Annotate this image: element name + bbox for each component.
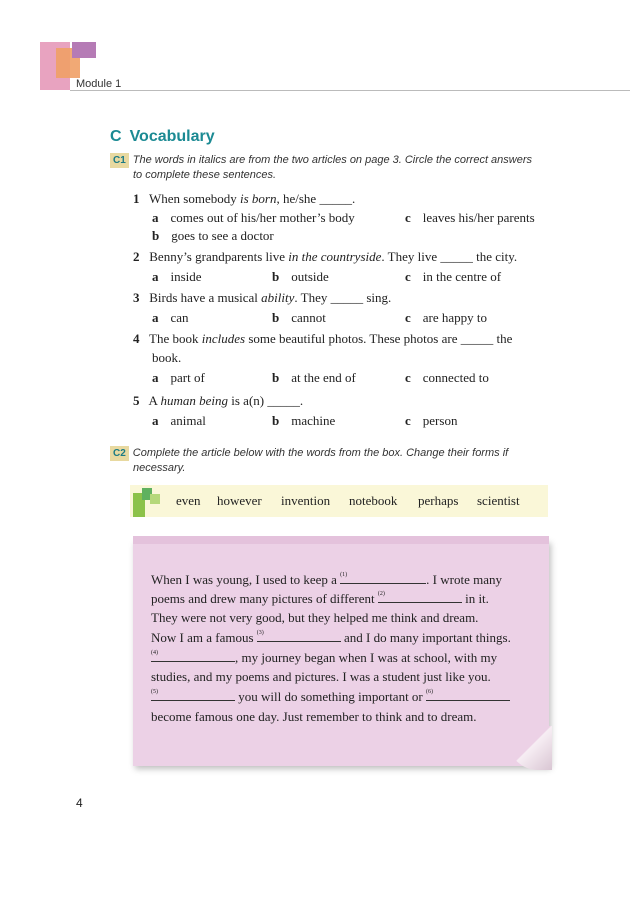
question-text: is a(n) _____. (228, 393, 304, 408)
option-1a[interactable] (152, 209, 355, 227)
article-text: you will do something important or (235, 689, 427, 704)
option-letter: a (152, 413, 159, 428)
option-text: can (170, 310, 189, 325)
article-text: , my journey began when I was at school, with my (235, 650, 498, 665)
option-letter: c (405, 210, 411, 225)
option-letter: c (405, 310, 411, 325)
option-text: leaves his/her parents (422, 210, 535, 225)
option-text: animal (170, 413, 206, 428)
question-4 (133, 331, 512, 347)
option-4b[interactable] (272, 369, 356, 387)
article-text: Now I am a famous (151, 630, 257, 645)
option-text: part of (170, 370, 205, 385)
blank-number: (4) (151, 650, 158, 656)
option-5a[interactable] (152, 412, 206, 430)
blank-1[interactable] (340, 572, 426, 584)
word-even: even (176, 493, 201, 508)
question-2 (133, 249, 517, 265)
article-text: . I wrote many (426, 572, 502, 587)
page-number: 4 (76, 796, 83, 810)
blank-number: (1) (340, 572, 348, 578)
option-5c[interactable] (405, 412, 457, 430)
module-color-block (72, 42, 96, 58)
option-4c[interactable] (405, 369, 489, 387)
blank-number: (2) (377, 591, 385, 597)
note-torn-edge (133, 536, 549, 544)
article-line (151, 648, 497, 667)
option-letter: c (405, 370, 411, 385)
option-text: are happy to (422, 310, 488, 325)
question-text: When somebody (149, 191, 240, 206)
blank-number: (6) (426, 689, 434, 695)
question-text: . They live _____ the city. (381, 249, 518, 264)
section-title-text: Vocabulary (129, 128, 215, 145)
c2-instruction-line1: Complete the article below with the words from the box. Change their forms if (132, 447, 509, 459)
option-3c[interactable] (405, 309, 487, 327)
option-text: at the end of (291, 370, 356, 385)
c1-instruction-line2: to complete these sentences. (133, 169, 277, 181)
word-notebook: notebook (349, 493, 398, 508)
option-1b[interactable] (152, 227, 274, 245)
option-3b[interactable] (272, 309, 326, 327)
option-text: outside (291, 269, 329, 284)
article-line (151, 628, 511, 647)
question-number: 3 (133, 290, 140, 305)
option-text: person (422, 413, 458, 428)
option-letter: b (272, 370, 280, 385)
option-4a[interactable] (152, 369, 205, 387)
question-text: some beautiful photos. These photos are _____ the (245, 331, 513, 346)
option-letter: b (272, 310, 280, 325)
article-line (151, 687, 510, 706)
blank-4[interactable] (151, 650, 235, 662)
article-text: in it. (461, 591, 489, 606)
question-italic-word: in the countryside (288, 249, 382, 264)
blank-6[interactable] (426, 689, 510, 701)
task-badge-c1: C1 (110, 153, 129, 168)
word-invention: invention (281, 493, 331, 508)
article-text: and I do many important things. (340, 630, 511, 645)
question-italic-word: includes (201, 331, 246, 346)
article-line: studies, and my poems and pictures. I was a student just like you. (151, 669, 491, 684)
word-scientist: scientist (477, 493, 520, 508)
option-3a[interactable] (152, 309, 189, 327)
option-text: inside (170, 269, 202, 284)
question-1 (133, 191, 355, 207)
module-label: Module 1 (76, 78, 122, 90)
c2-instruction (110, 446, 508, 461)
question-number: 5 (133, 393, 140, 408)
word-box-icon (150, 494, 160, 504)
option-1c[interactable] (405, 209, 535, 227)
option-letter: a (152, 370, 159, 385)
option-2b[interactable] (272, 268, 329, 286)
c2-instruction-line2: necessary. (133, 462, 186, 474)
article-text: poems and drew many pictures of different (151, 591, 378, 606)
question-text: Birds have a musical (149, 290, 262, 305)
blank-2[interactable] (378, 591, 462, 603)
option-text: connected to (422, 370, 489, 385)
word-perhaps: perhaps (418, 493, 459, 508)
option-text: comes out of his/her mother’s body (170, 210, 355, 225)
question-italic-word: is born (240, 191, 277, 206)
option-text: goes to see a doctor (171, 228, 274, 243)
option-letter: b (272, 269, 280, 284)
section-letter: C (110, 128, 122, 145)
option-letter: a (152, 210, 159, 225)
option-letter: b (272, 413, 280, 428)
option-letter: b (152, 228, 160, 243)
blank-3[interactable] (257, 630, 341, 642)
option-text: machine (291, 413, 336, 428)
question-text: , he/she _____. (276, 191, 356, 206)
option-letter: a (152, 310, 159, 325)
option-5b[interactable] (272, 412, 335, 430)
option-text: in the centre of (422, 269, 502, 284)
question-5 (133, 393, 303, 409)
option-text: cannot (291, 310, 326, 325)
question-4-line2: book. (152, 350, 182, 365)
header-rule (70, 90, 630, 91)
question-text: A (148, 393, 161, 408)
option-letter: c (405, 269, 411, 284)
question-italic-word: human being (160, 393, 228, 408)
article-line (151, 570, 502, 589)
question-number: 1 (133, 191, 140, 206)
question-number: 4 (133, 331, 140, 346)
question-text: . They _____ sing. (294, 290, 392, 305)
question-number: 2 (133, 249, 140, 264)
c1-instruction-line1: The words in italics are from the two articles on page 3. Circle the correct answers (132, 154, 533, 166)
option-letter: c (405, 413, 411, 428)
question-3 (133, 290, 391, 306)
blank-number: (3) (256, 630, 264, 636)
article-line: become famous one day. Just remember to think and to dream. (151, 709, 477, 724)
section-title (110, 128, 215, 146)
question-italic-word: ability (261, 290, 295, 305)
article-line (151, 589, 489, 608)
question-text: Benny’s grandparents live (149, 249, 289, 264)
option-letter: a (152, 269, 159, 284)
task-badge-c2: C2 (110, 446, 129, 461)
option-2a[interactable] (152, 268, 202, 286)
article-text: When I was young, I used to keep a (151, 572, 341, 587)
option-2c[interactable] (405, 268, 501, 286)
c1-instruction (110, 153, 532, 168)
question-text: The book (149, 331, 202, 346)
article-line: They were not very good, but they helped me think and dream. (151, 610, 479, 625)
blank-5[interactable] (151, 689, 235, 701)
word-however: however (217, 493, 262, 508)
blank-number: (5) (151, 689, 158, 695)
